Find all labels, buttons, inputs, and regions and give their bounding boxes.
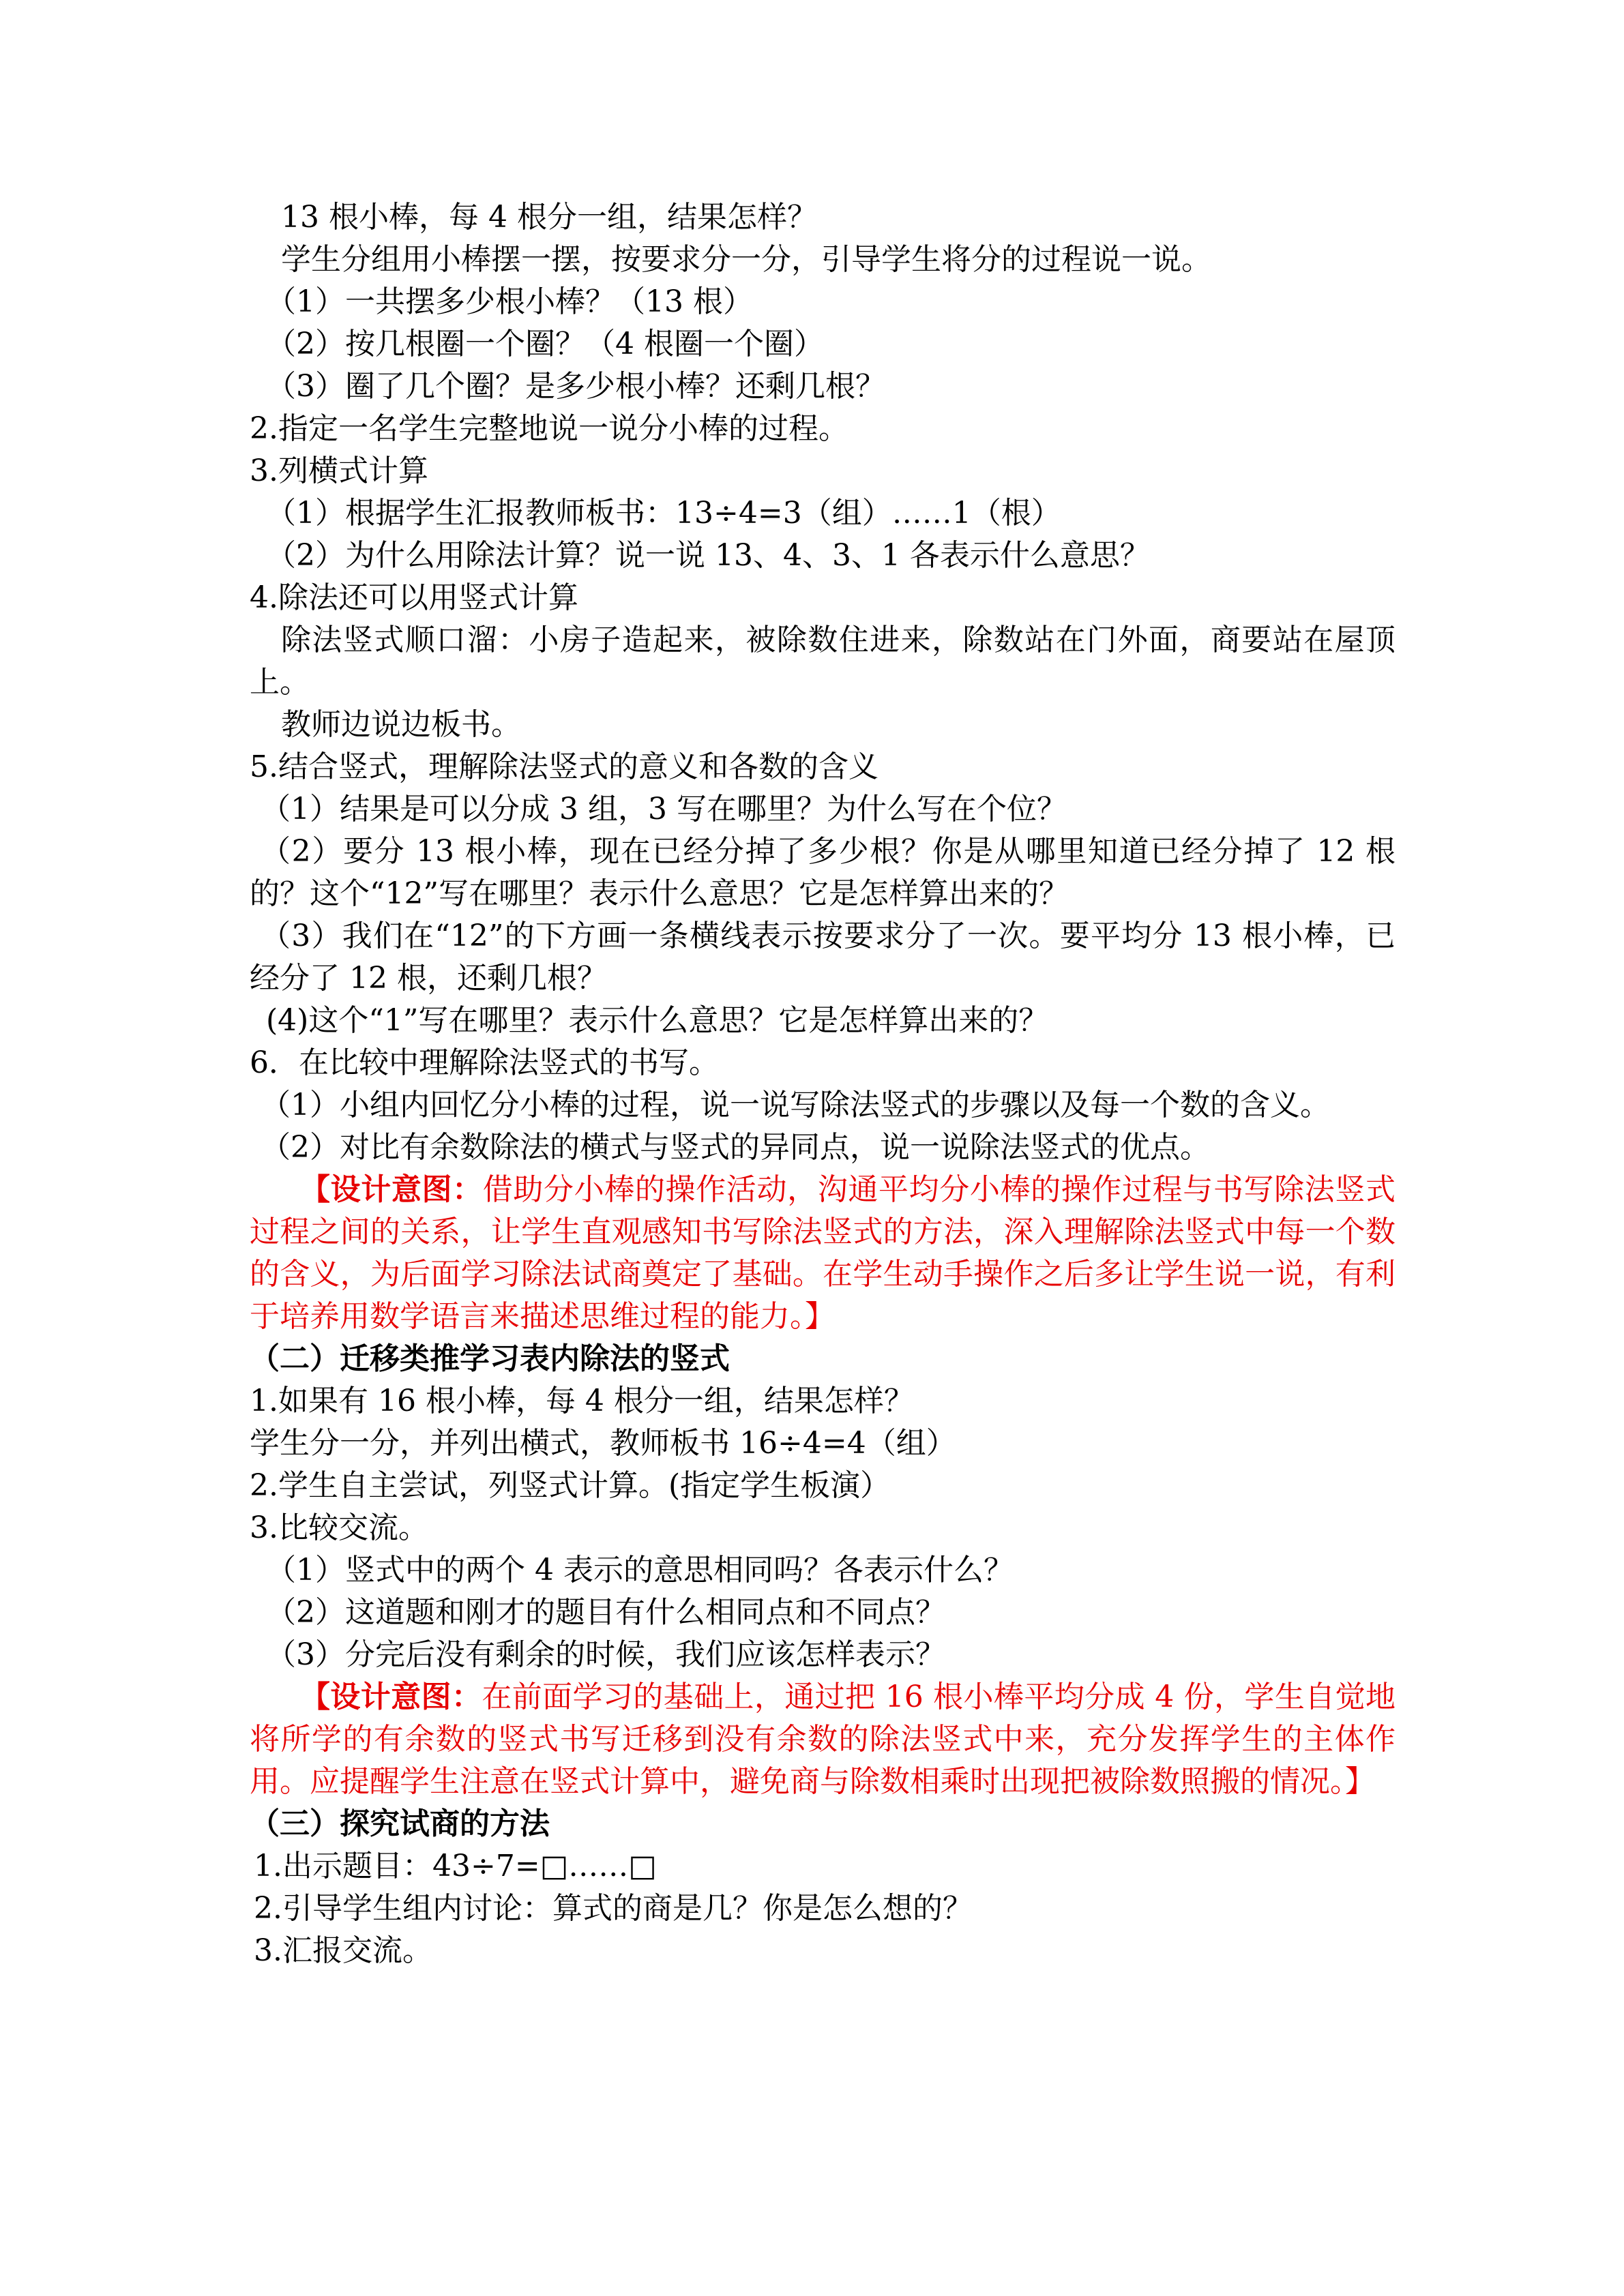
text-line: 2.学生自主尝试，列竖式计算。(指定学生板演） bbox=[250, 1468, 891, 1503]
text-line: 5.结合竖式，理解除法竖式的意义和各数的含义 bbox=[250, 749, 879, 784]
text-line: （3）分完后没有剩余的时候，我们应该怎样表示？ bbox=[266, 1637, 945, 1672]
text-line: 3.比较交流。 bbox=[250, 1510, 428, 1545]
design-intent-label: 【设计意图： bbox=[300, 1172, 483, 1207]
text-line: (4)这个“1”写在哪里？表示什么意思？它是怎样算出来的？ bbox=[266, 1003, 1049, 1038]
text-line: 1.如果有 16 根小棒，每 4 根分一组，结果怎样？ bbox=[250, 1384, 914, 1418]
text-line: （1）根据学生汇报教师板书：13÷4=3（组）……1（根） bbox=[266, 496, 1061, 531]
text-line: 13 根小棒，每 4 根分一组，结果怎样？ bbox=[281, 200, 817, 235]
text-line: （3）圈了几个圈？是多少根小棒？还剩几根？ bbox=[266, 369, 885, 404]
text-paragraph: （1）小组内回忆分小棒的过程，说一说写除法竖式的步骤以及每一个数的含义。 bbox=[261, 1088, 1330, 1122]
text-paragraph: （2）要分 13 根小棒，现在已经分掉了多少根？你是从哪里知道已经分掉了 12 根的？这个“12”写在哪里？表示什么意思？它是怎样算出来的？ bbox=[250, 834, 1396, 911]
text-line: 学生分一分，并列出横式，教师板书 16÷4=4（组） bbox=[250, 1426, 956, 1461]
design-intent-text: 借助分小棒的操作活动，沟通平均分小棒的操作过程与书写除法竖式过程之间的关系，让学生直观感知书写除法竖式的方法，深入理解除法竖式中每一个数的含义，为后面学习除法试商奠定了基础。在学生动手操作之后多让学生说一说，有利于培养用数学语言来描述思维过程的能力。】 bbox=[250, 1172, 1396, 1334]
text-line: 3.汇报交流。 bbox=[254, 1933, 432, 1968]
section-heading: （二）迁移类推学习表内除法的竖式 bbox=[250, 1341, 730, 1376]
text-line: 2.指定一名学生完整地说一说分小棒的过程。 bbox=[250, 411, 848, 446]
text-line: 6．在比较中理解除法竖式的书写。 bbox=[250, 1045, 719, 1080]
text-line: 学生分组用小棒摆一摆，按要求分一分，引导学生将分的过程说一说。 bbox=[281, 242, 1211, 277]
design-intent-note bbox=[250, 1169, 1396, 1338]
text-line: 4.除法还可以用竖式计算 bbox=[250, 580, 578, 615]
text-line: （1）竖式中的两个 4 表示的意思相同吗？各表示什么？ bbox=[266, 1553, 1014, 1587]
text-line: 教师边说边板书。 bbox=[281, 707, 521, 742]
text-paragraph: 除法竖式顺口溜：小房子造起来，被除数住进来，除数站在门外面，商要站在屋顶上。 bbox=[250, 623, 1396, 700]
text-line: （2）按几根圈一个圈？（4 根圈一个圈） bbox=[266, 327, 824, 361]
text-line: 3.列横式计算 bbox=[250, 453, 428, 488]
design-intent-text: 在前面学习的基础上，通过把 16 根小棒平均分成 4 份，学生自觉地将所学的有余数的竖式书写迁移到没有余数的除法竖式中来，充分发挥学生的主体作用。应提醒学生注意在竖式计算中，避免商与除数相乘时出现把被除数照搬的情况。】 bbox=[250, 1680, 1396, 1799]
design-intent-label: 【设计意图： bbox=[300, 1680, 482, 1714]
text-line: （2）这道题和刚才的题目有什么相同点和不同点？ bbox=[266, 1595, 945, 1630]
design-intent-note bbox=[250, 1676, 1396, 1803]
text-line: 2.引导学生组内讨论：算式的商是几？你是怎么想的？ bbox=[254, 1891, 973, 1926]
text-paragraph: （3）我们在“12”的下方画一条横线表示按要求分了一次。要平均分 13 根小棒，已经分了 12 根，还剩几根？ bbox=[250, 919, 1396, 996]
text-line: （2）对比有余数除法的横式与竖式的异同点，说一说除法竖式的优点。 bbox=[261, 1130, 1210, 1165]
text-line: （1）结果是可以分成 3 组，3 写在哪里？为什么写在个位？ bbox=[261, 792, 1067, 826]
text-line: 1.出示题目：43÷7=□……□ bbox=[254, 1849, 657, 1883]
text-line: （2）为什么用除法计算？说一说 13、4、3、1 各表示什么意思？ bbox=[266, 538, 1150, 573]
text-line: （1）一共摆多少根小棒？（13 根） bbox=[266, 284, 753, 319]
section-heading: （三）探究试商的方法 bbox=[250, 1806, 550, 1841]
document-page bbox=[250, 196, 1396, 1972]
